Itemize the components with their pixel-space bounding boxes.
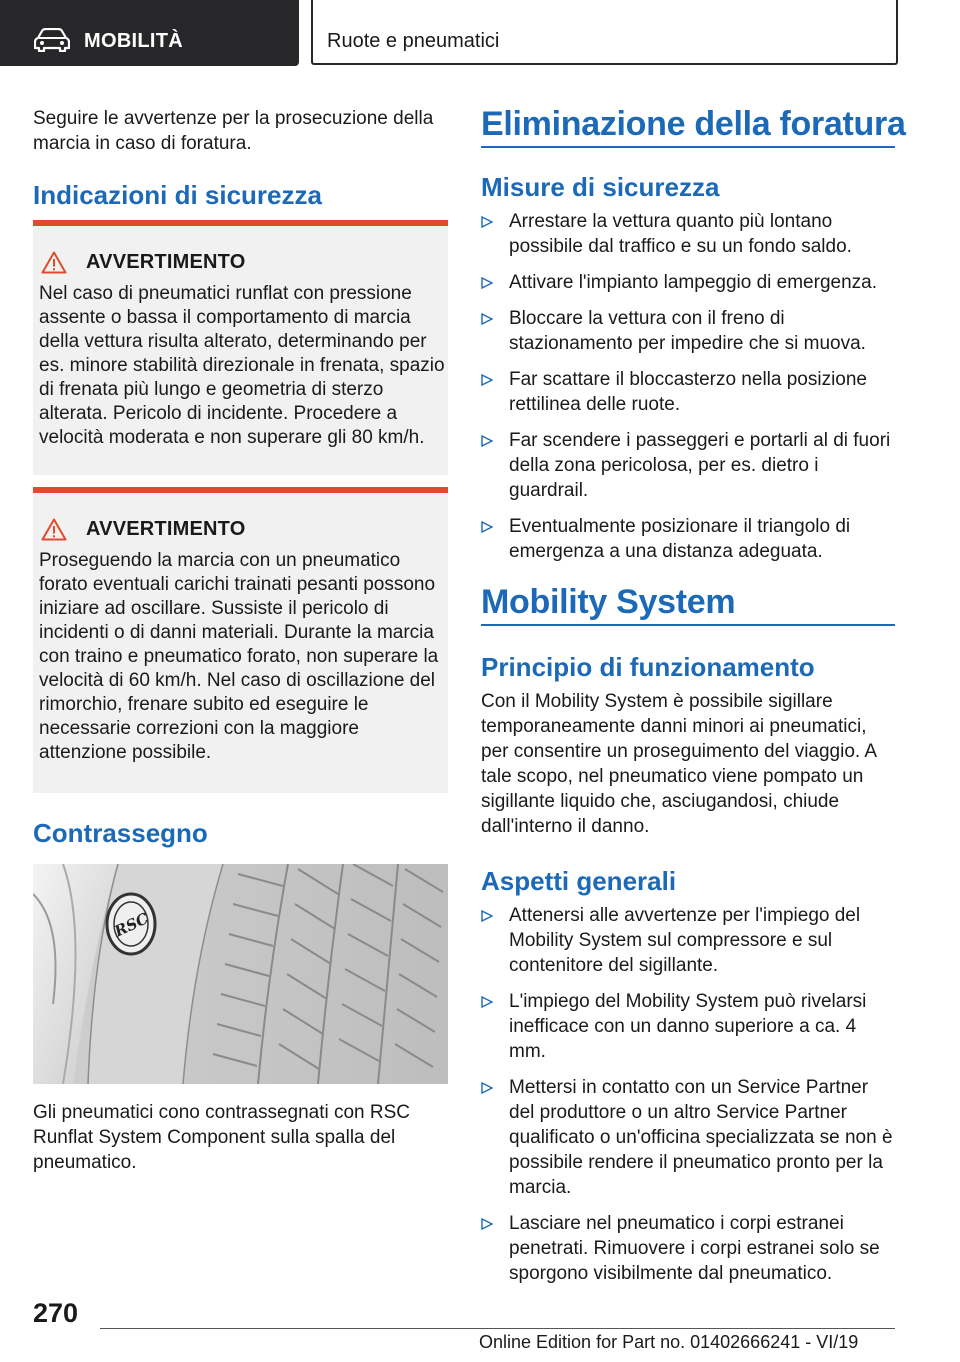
- bullet-triangle-icon: [481, 313, 493, 325]
- bullet-triangle-icon: [481, 521, 493, 533]
- warning-text: Nel caso di pneumatici runflat con pressione assente o bassa il comportamento di marcia della vettura risulta alterato, determinando per es. minore stabilità direzionale in frenata, spazio di frenata più lungo e geometria di sterzo alterata. Pericolo di incidente. Procedere a velocità moderata e non superare gli 80 km/h.: [39, 283, 445, 448]
- title-rule: [481, 146, 895, 148]
- page-number: 270: [33, 1298, 79, 1328]
- tire-drawing: [33, 864, 448, 1084]
- bullet-triangle-icon: [481, 277, 493, 289]
- car-icon: [34, 28, 70, 52]
- warning-title: AVVERTIMENTO: [86, 517, 246, 540]
- list-item: Far scendere i passeggeri e portarli al di fuori della zona pericolosa, per es. dietro i guardrail.: [481, 428, 895, 503]
- warning-box: [33, 220, 448, 475]
- tire-illustration: [33, 864, 448, 1084]
- list-item: Lasciare nel pneumatico i corpi estranei penetrati. Rimuovere i corpi estranei solo se sporgono visibilmente dal pneumatico.: [481, 1211, 895, 1286]
- warning-header: [41, 515, 245, 543]
- title-rule: [481, 624, 895, 626]
- chapter-label: Ruote e pneumatici: [327, 30, 500, 52]
- marking-heading: Contrassegno: [33, 818, 208, 848]
- intro-text: Seguire le avvertenze per la prosecuzione della marcia in caso di foratura.: [33, 108, 434, 154]
- warning-triangle-icon: [41, 518, 67, 541]
- rsc-logo: [107, 894, 155, 954]
- bullet-triangle-icon: [481, 910, 493, 922]
- bullet-triangle-icon: [481, 216, 493, 228]
- warning-triangle-icon: [41, 251, 67, 274]
- list-item: Far scattare il bloccasterzo nella posizione rettilinea delle ruote.: [481, 367, 895, 417]
- warning-box: [33, 487, 448, 793]
- safety-measures-heading: Misure di sicurezza: [481, 172, 720, 202]
- warning-text: Proseguendo la marcia con un pneumatico forato eventuali carichi trainati pesanti possono iniziare ad oscillare. Sussiste il pericolo di incidenti o di danni materiali. Durante la marcia con traino e pneumatico forato, non superare la velocità di 60 km/h. Nel caso di oscillazione del rimorchio, frenare subito ed eseguire le necessarie correzioni con la maggiore attenzione possibile.: [39, 550, 439, 763]
- section-tab: [0, 0, 299, 66]
- section-label: MOBILITÀ: [84, 30, 184, 52]
- safety-heading: Indicazioni di sicurezza: [33, 180, 322, 210]
- figure-caption: Gli pneumatici cono contrassegnati con RSC Runflat System Component sulla spalla del pneumatico.: [33, 1102, 411, 1173]
- svg-text:RSC: RSC: [111, 909, 152, 941]
- footer-rule: [100, 1328, 895, 1329]
- safety-list: [481, 209, 895, 575]
- list-item: Bloccare la vettura con il freno di stazionamento per impedire che si muova.: [481, 306, 895, 356]
- mobility-title: Mobility System: [481, 583, 736, 621]
- list-item: L'impiego del Mobility System può rivelarsi inefficace con un danno superiore a ca. 4 mm.: [481, 989, 895, 1064]
- bullet-triangle-icon: [481, 1082, 493, 1094]
- warning-header: [41, 248, 245, 276]
- list-item: Attivare l'impianto lampeggio di emergenza.: [481, 270, 895, 295]
- bullet-triangle-icon: [481, 374, 493, 386]
- warning-title: AVVERTIMENTO: [86, 250, 246, 273]
- bullet-triangle-icon: [481, 435, 493, 447]
- puncture-title: Eliminazione della foratura: [481, 105, 906, 143]
- list-item: Mettersi in contatto con un Service Partner del produttore o un altro Service Partner qualificato o un'officina specializzata se non è possibile rendere il pneumatico pronto per la marcia.: [481, 1075, 895, 1200]
- list-item: Eventualmente posizionare il triangolo di emergenza a una distanza adeguata.: [481, 514, 895, 564]
- page-header: [0, 0, 960, 66]
- edition-text: Online Edition for Part no. 01402666241 - VI/19: [479, 1332, 859, 1352]
- general-list: [481, 903, 895, 1297]
- bullet-triangle-icon: [481, 996, 493, 1008]
- chapter-tab: [311, 0, 898, 65]
- bullet-triangle-icon: [481, 1218, 493, 1230]
- principle-text: Con il Mobility System è possibile sigillare temporaneamente danni minori ai pneumatici, per consentire un proseguimento del viaggio. A tale scopo, nel pneumatico viene pompato un sigillante liquido che, asciugandosi, chiude dall'interno il danno.: [481, 691, 877, 837]
- principle-heading: Principio di funzionamento: [481, 652, 815, 682]
- list-item: Attenersi alle avvertenze per l'impiego del Mobility System sul compressore e sul contenitore del sigillante.: [481, 903, 895, 978]
- list-item: Arrestare la vettura quanto più lontano possibile dal traffico e su un fondo saldo.: [481, 209, 895, 259]
- general-heading: Aspetti generali: [481, 866, 677, 896]
